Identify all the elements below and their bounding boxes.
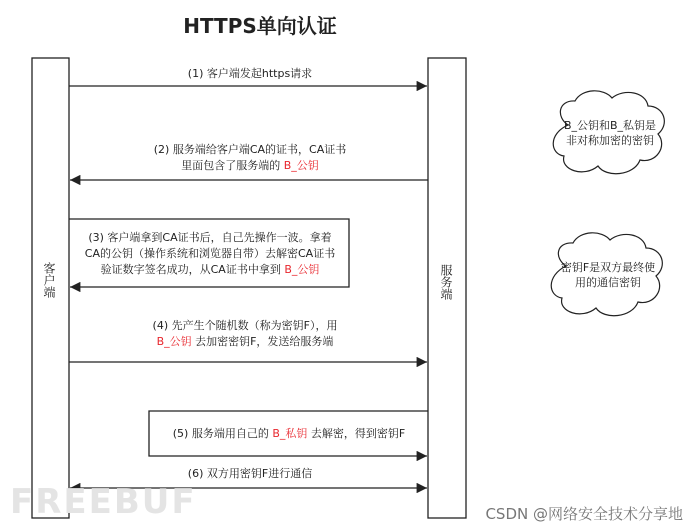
step-5-text-a: (5) 服务端用自己的 (172, 427, 273, 440)
cloud-note-1-text (555, 118, 665, 148)
step-4-text: 去加密密钥F，发送给服务端 (191, 335, 334, 348)
step-5-key: B_私钥 (272, 427, 308, 440)
csdn-watermark: CSDN @网络安全技术分享地 (485, 505, 683, 523)
step-3-line-1: (3) 客户端拿到CA证书后，自己先操作一波。拿着 (88, 231, 332, 244)
step-2-label (110, 142, 390, 174)
step-4-line-1: (4) 先产生个随机数（称为密钥F），用 (152, 319, 338, 332)
note-2-line-2: 用的通信密钥 (575, 276, 641, 289)
step-4-label (110, 318, 380, 350)
step-3-label (70, 230, 350, 278)
step-3-line-2: CA的公钥（操作系统和浏览器自带）去解密CA证书 (84, 247, 336, 260)
step-2-text: 里面包含了服务端的 (181, 159, 284, 172)
step-2-line-1: (2) 服务端给客户端CA的证书，CA证书 (153, 143, 347, 156)
client-lane-label: 客户端 (42, 262, 56, 298)
step-5-text-b: 去解密，得到密钥F (307, 427, 406, 440)
step-5-label (152, 426, 426, 442)
note-1-line-1: B_公钥和B_私钥是 (563, 119, 657, 132)
step-3-text: 验证数字签名成功，从CA证书中拿到 (100, 263, 285, 276)
note-1-line-2: 非对称加密的密钥 (566, 134, 654, 147)
step-4-key: B_公钥 (156, 335, 192, 348)
page-title: HTTPS单向认证 (183, 14, 337, 38)
step-1-label: (1) 客户端发起https请求 (187, 67, 313, 80)
step-6-label: (6) 双方用密钥F进行通信 (187, 467, 313, 480)
step-3-key: B_公钥 (284, 263, 320, 276)
note-2-line-1: 密钥F是双方最终使 (560, 261, 656, 274)
step-2-line-2 (110, 158, 390, 174)
cloud-note-2-text (553, 260, 663, 290)
freebuf-watermark: FREEBUF (10, 482, 197, 522)
step-3-line-3 (70, 262, 350, 278)
step-4-line-2 (110, 334, 380, 350)
server-lane-label: 服务端 (439, 264, 453, 300)
step-2-key: B_公钥 (283, 159, 319, 172)
